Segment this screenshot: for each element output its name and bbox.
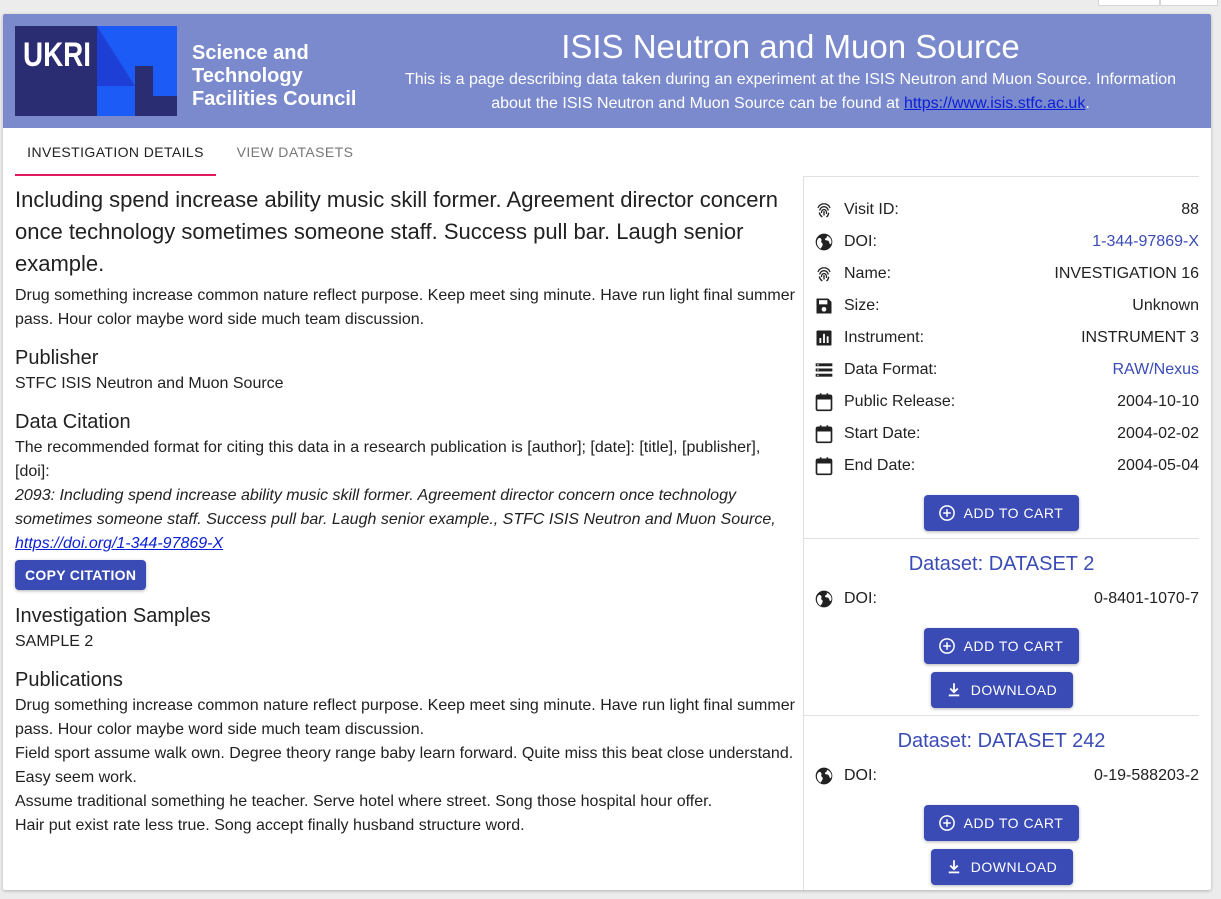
top-stub-right [1160, 0, 1218, 6]
info-label: Start Date: [844, 425, 921, 442]
download-icon [945, 858, 963, 876]
dataset-download-button[interactable] [931, 849, 1073, 885]
dataset-doi-row [804, 760, 1199, 792]
info-row-size [804, 290, 1199, 322]
add-to-cart-label: ADD TO CART [963, 638, 1064, 654]
info-row-doi [804, 226, 1199, 258]
investigation-doi-link[interactable]: 1-344-97869-X [1092, 233, 1199, 250]
dataset-add-to-cart-button[interactable] [924, 628, 1079, 664]
publications-heading: Publications [15, 669, 123, 691]
isis-website-link[interactable]: https://www.isis.stfc.ac.uk [903, 95, 1086, 112]
stfc-logo-text: Science and Technology Facilities Council [192, 42, 357, 110]
calendar-icon [814, 424, 834, 444]
dataset-download-button[interactable] [931, 672, 1073, 708]
info-row-end-date [804, 450, 1199, 482]
info-value: 2004-05-04 [1117, 457, 1199, 474]
info-label: DOI: [844, 233, 877, 250]
copy-citation-button[interactable]: COPY CITATION [15, 560, 146, 590]
dataset-add-to-cart-button[interactable] [924, 805, 1079, 841]
fingerprint-icon [814, 200, 834, 220]
info-value: Unknown [1132, 297, 1199, 314]
info-row-visit-id [804, 194, 1199, 226]
add-to-cart-label: ADD TO CART [963, 505, 1064, 521]
calendar-icon [814, 392, 834, 412]
info-value: 88 [1181, 201, 1199, 218]
investigation-title: Including spend increase ability music skill former. Agreement director concern once technology sometimes someone staff. Success pull bar. Laugh senior example. [15, 187, 779, 276]
add-circle-icon [938, 504, 956, 522]
info-label: Size: [844, 297, 880, 314]
info-label: Instrument: [844, 329, 925, 346]
citation-intro: The recommended format for citing this data in a research publication is [author]; [date]: [title], [publisher], [doi]: [15, 439, 761, 480]
info-label: End Date: [844, 457, 916, 474]
dataset-doi-row [804, 583, 1199, 615]
publication-item: Assume traditional something he teacher. Serve hotel where street. Song those hospital hour offer. [15, 793, 713, 810]
investigation-summary: Drug something increase common nature reflect purpose. Keep meet sing minute. Have run light final summer pass. Hour color maybe word side much team discussion. [15, 287, 795, 328]
globe-icon [814, 589, 834, 609]
top-stub-left [1098, 0, 1160, 6]
dataset-divider [804, 715, 1199, 716]
info-row-public-release [804, 386, 1199, 418]
dataset-title[interactable]: Dataset: DATASET 242 [897, 730, 1106, 752]
save-icon [814, 296, 834, 316]
ukri-logo-letters: UKRI [23, 36, 91, 74]
landing-card [3, 14, 1211, 890]
dataset-doi-value: 0-8401-1070-7 [1094, 590, 1199, 607]
ukri-logo [15, 26, 177, 116]
add-circle-icon [938, 814, 956, 832]
info-row-data-format [804, 354, 1199, 386]
bar-chart-icon [814, 328, 834, 348]
add-circle-icon [938, 637, 956, 655]
publisher-heading: Publisher [15, 347, 99, 369]
fingerprint-icon [814, 264, 834, 284]
info-value: 2004-10-10 [1117, 393, 1199, 410]
info-label: Public Release: [844, 393, 956, 410]
investigation-details-panel [15, 184, 795, 838]
info-row-instrument [804, 322, 1199, 354]
tab-investigation-details[interactable]: INVESTIGATION DETAILS [15, 128, 216, 176]
info-value: INVESTIGATION 16 [1054, 265, 1199, 282]
dataset-doi-value: 0-19-588203-2 [1094, 767, 1199, 784]
publication-item: Hair put exist rate less true. Song accept finally husband structure word. [15, 817, 525, 834]
info-value: 2004-02-02 [1117, 425, 1199, 442]
publication-item: Drug something increase common nature reflect purpose. Keep meet sing minute. Have run light final summer pass. Hour color maybe word side much team discussion. [15, 697, 795, 738]
tab-view-datasets[interactable]: VIEW DATASETS [236, 144, 354, 160]
info-label: DOI: [844, 590, 877, 607]
sample-item: SAMPLE 2 [15, 633, 94, 650]
citation-body: 2093: Including spend increase ability music skill former. Agreement director concern once technology sometimes someone staff. Success pull bar. Laugh senior example., STFC ISIS Neutron and Muon Source, [15, 487, 776, 528]
header-banner [3, 14, 1211, 128]
info-label: Visit ID: [844, 201, 899, 218]
globe-icon [814, 232, 834, 252]
tab-bar [3, 128, 1211, 176]
info-top-divider [804, 176, 1199, 177]
info-label: Data Format: [844, 361, 938, 378]
info-label: DOI: [844, 767, 877, 784]
window-top-strip [0, 0, 1221, 14]
globe-icon [814, 766, 834, 786]
download-icon [945, 681, 963, 699]
publication-item: Field sport assume walk own. Degree theory range baby learn forward. Quite miss this beat close understand. Easy seem work. [15, 745, 794, 786]
info-row-start-date [804, 418, 1199, 450]
banner-title: ISIS Neutron and Muon Source [561, 28, 1020, 65]
list-icon [814, 360, 834, 380]
calendar-icon [814, 456, 834, 476]
dataset-title[interactable]: Dataset: DATASET 2 [908, 553, 1095, 575]
banner-description-text: This is a page describing data taken during an experiment at the ISIS Neutron and Muon Source. Information about the ISIS Neutron and Muon Source can be found at [404, 71, 1177, 112]
citation-doi-link[interactable]: https://doi.org/1-344-97869-X [15, 535, 224, 552]
add-to-cart-label: ADD TO CART [963, 815, 1064, 831]
citation-text [15, 484, 795, 556]
publisher-value: STFC ISIS Neutron and Muon Source [15, 375, 284, 392]
info-label: Name: [844, 265, 892, 282]
investigation-add-to-cart-button[interactable] [924, 495, 1079, 531]
citation-heading: Data Citation [15, 411, 131, 433]
info-value: INSTRUMENT 3 [1081, 329, 1199, 346]
dataset-divider [804, 538, 1199, 539]
download-label: DOWNLOAD [970, 682, 1058, 698]
banner-description-suffix: . [1085, 95, 1090, 112]
info-row-name [804, 258, 1199, 290]
banner-description [388, 68, 1193, 116]
data-format-link[interactable]: RAW/Nexus [1112, 361, 1199, 378]
samples-heading: Investigation Samples [15, 605, 211, 627]
download-label: DOWNLOAD [970, 859, 1058, 875]
